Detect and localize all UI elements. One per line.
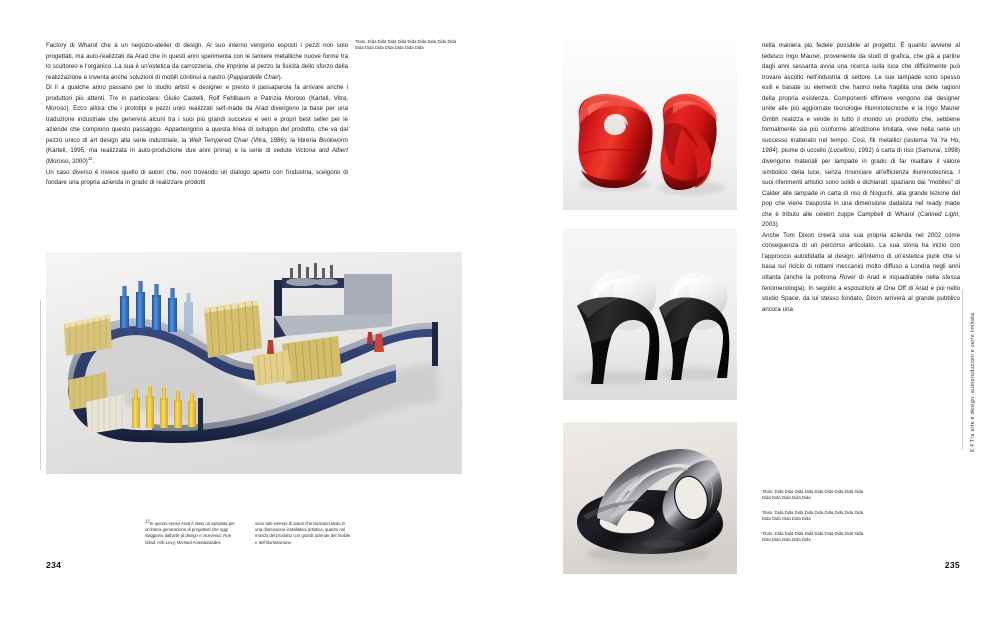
right-running-head: 8.4 Tra arte e design: autoproduzioni e serie limitata	[970, 312, 976, 452]
right-figure-caption-2: Titolo. Dida Dida Dida Dida Dida Dida Dida Dida Dida Dida Dida Dida Dida Dida	[762, 510, 864, 521]
organic-rocking-chair-photo	[563, 422, 737, 574]
page-number-right: 235	[944, 560, 960, 570]
shelf-stop-bottom	[198, 398, 203, 430]
left-paragraph-1: Factory di Wharol che a un negozio-atelier di design. Al suo interno vengono esposti i pezzi non solo progettati, ma auto-realizzati da Arad che in questi anni sperimenta con le lamiere metalliche nuove forme tra lo scultoreo e l'organico. La sua è un'estetica da carrozzeria, che imprime al pezzo la fisicità dello sforzo della realizzazione e inventa anche soluzioni di mobili continui a nastro (Pappardelle Chair).	[46, 42, 348, 81]
red-chair-left	[578, 94, 652, 188]
left-vertical-rule	[40, 300, 41, 470]
right-vertical-rule	[962, 290, 963, 450]
right-figure-caption-1: Titolo. Dida Dida Dida Dida Dida Dida Dida Dida Dida Dida Dida Dida Dida Dida	[762, 489, 864, 500]
left-paragraph-3: Un caso diverso è invece quello di autori che, non trovando un dialogo aperto con l'industria, scelgono di fondare una propria azienda in grado di realizzare prodotti	[46, 168, 348, 187]
books-middle-gold	[204, 300, 262, 358]
books-right-gold-2	[252, 350, 292, 386]
footnote-column-1	[145, 518, 243, 546]
right-body-text	[762, 41, 960, 315]
footnote-column-2: sono tutti esempi di autori che lavorano tanto in una dimensione installativa artistica, quanto nel mondo del prodotto con grandi aziende del mobile e dell'illuminazione.	[255, 521, 351, 545]
left-paragraph-2: Di lì a qualche anno passano per lo studio artisti e designer e presto il passaparola fa arrivare anche i produttori più attenti. Tre in particolare: Giulio Castelli, Rolf Fehlbaum e Patrizia Moroso (Kartell, Vitra, Moroso). Ecco allora che i prototipi e pezzi unici realizzati self-made da Arad divengono la base per una traduzione industriale che genererà alcuni tra i suoi più grandi successi e veri e propri best seller per le aziende che compiono questo passaggio. Appartengono a questa linea di sviluppo del prodotto, che va dal pezzo unico di art design alla serie industriale, la Well Tempered Chair (Vitra, 1986), la libreria Bookworm (Kartell, 1995, ma realizzata in auto-produzione due anni prima) e la serie di sedute Victoria and Albert (Moroso, 2000)$^{12}$.	[46, 84, 348, 166]
organic-rocking-chair-illustration	[563, 422, 737, 574]
bookworm-shelf-illustration	[46, 252, 462, 474]
right-page	[500, 0, 1000, 619]
page-number-left: 234	[46, 560, 62, 570]
right-figure-captions	[762, 489, 872, 543]
bookworm-shelf-photo	[46, 252, 462, 474]
black-white-chairs-photo	[563, 228, 737, 400]
red-chairs-illustration	[563, 38, 737, 210]
footnote-marker: 12	[145, 518, 150, 524]
left-body-text	[46, 41, 348, 189]
footnote-column-1-text: In questo senso Arad è stato un apripista per un'intera generazione di progettisti che oggi viaggiano dall'arte al design e viceversa: Ron Gilad, Arik Levy, Michael Anastassiades	[145, 521, 235, 545]
right-paragraph-2: Anche Tom Dixon creerà una sua propria azienda nel 2002 come conseguenza di un percorso articolato. La sua storia ha inizio con l'approccio autodidatta al design, all'interno di un'estetica punk che si basa sul riciclo di rottami meccanici molto diffuso a Londra negli anni ottanta (anche la poltrona Rover di Arad è inquadrabile nella stessa fenomenologia). In seguito a esposizioni al One Off di Arad e poi nello studio Space, da lui stesso fondato, Dixon arriverà al grande pubblico ancora una	[762, 231, 960, 313]
black-white-chairs-illustration	[563, 228, 737, 400]
shelf-right-stop	[432, 322, 438, 366]
left-figure-caption: Titolo. Dida Dida Dida Dida Dida Dida Dida Dida Dida Dida Dida Dida Dida Dida Dida Dida	[355, 39, 457, 50]
red-chairs-photo	[563, 38, 737, 210]
right-paragraph-1: nella maniera più fedele possibile al progetto. È quanto avviene al tedesco Ingo Maurer, proveniente da studi di grafica, che già a partire dagli anni sessanta avvia una ricerca sulla luce che difficilmente può trovare ascolto nell'industria di settore. Le sue lampade sono spesso esili e basate su elementi che hanno nella fragilità una delle ragioni della propria esistenza. Componenti effimere vengono dal designer unite alle più aggiornate tecnologie illuminotecniche e la Ingo Maurer Gmbh realizza e vende in tutto il mondo un prodotto che, sebbene formalmente sia più conforme all'edizione limitata, vive nella serie un successo inalterato nel tempo. Così, fili metallici (sistema Ya Ya Ho, 1984), piume di uccello (Lucellino, 1992) o carta di riso (Samurai, 1998) divengono materiali per lampade in grado di far risaltare il valore simbolico della luce, senza rinunciare all'efficienza illuminotecnica. I suoi riferimenti artistici sono solidi e dichiarati: spaziano dai "mobiles" di Calder alle lampade in carta di riso di Noguchi, alla grande lezione del pop che viene trasposta in una dimensione dadaista nel ready made che è tributo alle celebri zuppe Campbell di Wharol (Canned Light, 2003).	[762, 42, 960, 229]
right-figure-caption-3: Titolo. Dida Dida Dida Dida Dida Dida Dida Dida Dida Dida Dida Dida Dida Dida	[762, 531, 864, 542]
